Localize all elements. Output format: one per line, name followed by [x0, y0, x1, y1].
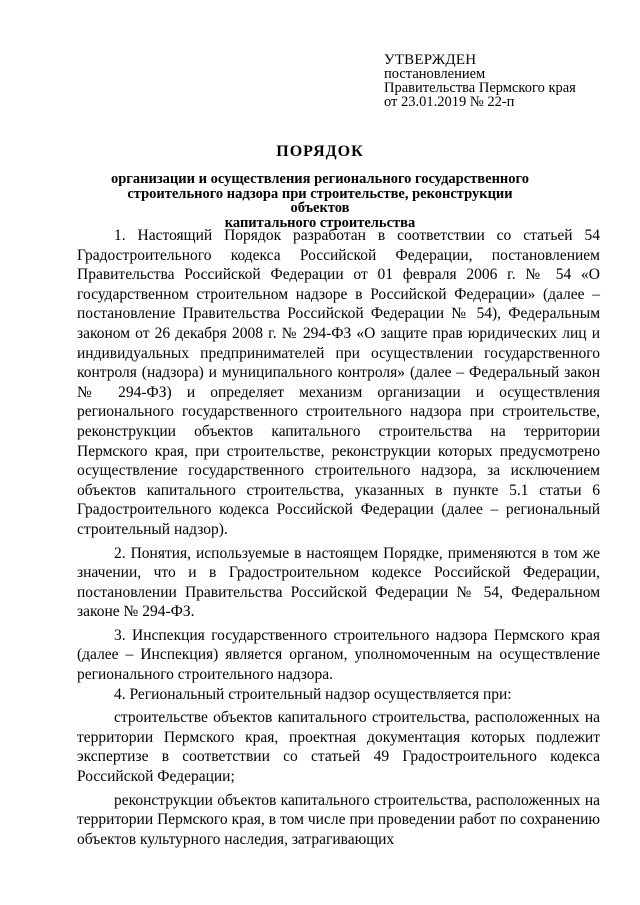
paragraph-1: 1. Настоящий Порядок разработан в соответствии со статьей 54 Градостроительного кодекса Российской Федерации, постановлением Правительства Российской Федерации от 01 февраля 2006 г. № 54 «О государственном строительном надзоре в Российской Федерации» (далее – постановление Правительства Российской Федерации № 54), Федеральным законом от 26 декабря 2008 г. № 294-ФЗ «О защите прав юридических лиц и индивидуальных предпринимателей при осуществлении государственного контроля (надзора) и муниципального контроля» (далее – Федеральный закон № 294-ФЗ) и определяет механизм организации и осуществления регионального государственного строительного надзора при строительстве, реконструкции объектов капитального строительства на территории Пермского края, при строительстве, реконструкции которых предусмотрено осуществление государственного строительного надзора, за исключением объектов капитального строительства, указанных в пункте 5.1 статьи 6 Градостроительного кодекса Российской Федерации (далее – региональный строительный надзор).: [77, 227, 600, 538]
paragraph-3: 3. Инспекция государственного строительного надзора Пермского края (далее – Инспекция) является органом, уполномоченным на осуществление регионального строительного надзора.: [77, 626, 600, 684]
document-body: [77, 226, 600, 849]
subtitle-line-3: капитального строительства: [224, 214, 416, 231]
subtitle-line-1: организации и осуществления регионального государственного: [110, 171, 530, 187]
approval-line-3: от 23.01.2019 № 22-п: [384, 94, 515, 110]
paragraph-6: реконструкции объектов капитального строительства, расположенных на территории Пермского края, в том числе при проведении работ по сохранению объектов культурного наследия, затрагивающих: [77, 791, 600, 848]
approval-stamp: [384, 53, 624, 109]
subtitle-line-2: строительного надзора при строительстве, реконструкции объектов: [127, 185, 513, 216]
approval-line-2: Правительства Пермского края: [384, 80, 576, 96]
paragraph-4: 4. Региональный строительный надзор осуществляется при:: [114, 685, 512, 703]
paragraph-5: строительстве объектов капитального строительства, расположенных на территории Пермского края, проектная документация которых подлежит экспертизе в соответствии со статьей 49 Градостроительного кодекса Российской Федерации;: [77, 709, 600, 786]
paragraph-2: 2. Понятия, используемые в настоящем Порядке, применяются в том же значении, что и в Градостроительном кодексе Российской Федерации, постановлении Правительства Российской Федерации № 54, Федеральном законе № 294-ФЗ.: [77, 544, 600, 621]
approval-heading: УТВЕРЖДЕН: [384, 52, 477, 68]
document-title: ПОРЯДОК: [276, 143, 364, 160]
document-subtitle: [110, 172, 530, 230]
approval-line-1: постановлением: [384, 66, 486, 82]
